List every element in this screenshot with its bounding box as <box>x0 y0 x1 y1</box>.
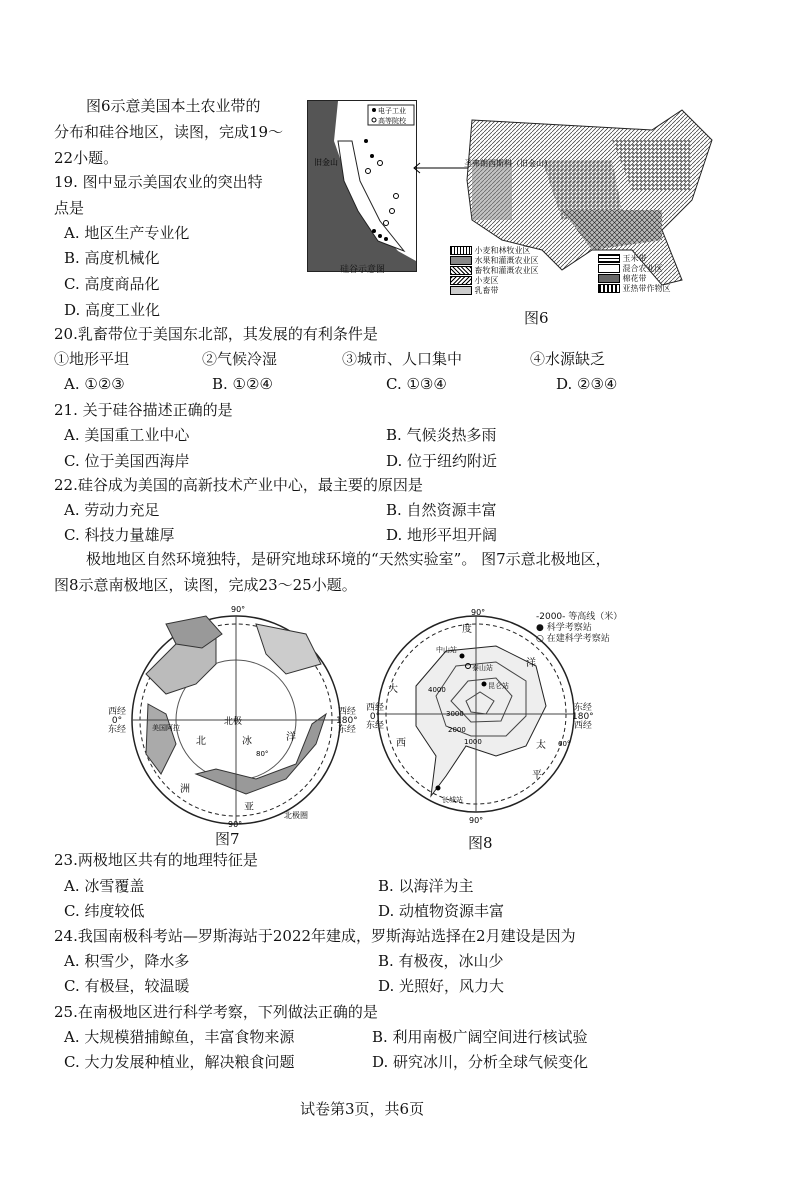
silicon-valley-inset-svg <box>308 101 416 271</box>
q19-option-c[interactable]: C. 高度商品化 <box>64 275 160 293</box>
arctic-asia-1: 亚 <box>244 802 254 813</box>
arctic-map <box>106 604 356 829</box>
fig8-caption: 图8 <box>468 834 493 852</box>
intro-fig6-line1: 图6示意美国本土农业带的 <box>86 97 261 115</box>
legend-livestock-irrigation: 畜牧和灌溉农业区 <box>450 266 539 276</box>
legend-station-building: ○ 在建科学考察站 <box>536 634 610 644</box>
station-zhongshan: 中山站 <box>436 646 457 654</box>
legend-wheat-forestry: 小麦和林牧业区 <box>450 246 531 256</box>
antarctic-ocean-4: 西 <box>396 738 406 749</box>
legend-corn-belt: 玉米带 <box>598 254 647 264</box>
inset-caption: 硅谷示意图 <box>340 265 386 275</box>
q20-condition-3: ③城市、人口集中 <box>342 350 463 368</box>
arctic-ocean-1: 北 <box>196 736 206 747</box>
q22-option-d[interactable]: D. 地形平坦开阔 <box>386 526 498 544</box>
inset-city-label: 旧金山 <box>314 158 338 167</box>
arctic-label-top: 90° <box>231 605 246 614</box>
antarctic-label-right: 东经 180° 西经 <box>572 703 594 731</box>
intro-fig6-line3: 22小题。 <box>54 149 119 167</box>
legend-dairy-belt: 乳畜带 <box>450 286 499 296</box>
q21-option-b[interactable]: B. 气候炎热多雨 <box>386 426 497 444</box>
antarctic-label-bottom: 90° <box>469 816 484 824</box>
antarctic-lat-label: 60° <box>558 740 571 748</box>
q21-option-d[interactable]: D. 位于纽约附近 <box>386 452 498 470</box>
q20-option-c[interactable]: C. ①③④ <box>386 375 447 393</box>
page-footer: 试卷第3页，共6页 <box>300 1100 425 1118</box>
q25-stem: 25.在南极地区进行科学考察，下列做法正确的是 <box>54 1003 378 1021</box>
q24-option-c[interactable]: C. 有极昼，较温暖 <box>64 977 190 995</box>
q25-option-d[interactable]: D. 研究冰川，分析全球气候变化 <box>372 1053 589 1071</box>
q20-stem: 20.乳畜带位于美国东北部，其发展的有利条件是 <box>54 325 378 343</box>
q20-option-d[interactable]: D. ②③④ <box>556 375 618 393</box>
q21-stem: 21. 关于硅谷描述正确的是 <box>54 401 233 419</box>
antarctic-ocean-5: 太 <box>536 740 546 751</box>
q20-condition-4: ④水源缺乏 <box>530 350 606 368</box>
legend-station: ● 科学考察站 <box>536 623 592 633</box>
arctic-circle-label: 北极圈 <box>284 811 308 820</box>
legend-cotton-belt: 棉花带 <box>598 274 647 284</box>
q23-option-a[interactable]: A. 冰雪覆盖 <box>64 877 145 895</box>
antarctic-label-left: 西经 0° 东经 <box>366 703 385 731</box>
q23-option-c[interactable]: C. 纬度较低 <box>64 902 145 920</box>
arctic-label-left: 西经 0° 东经 <box>108 707 127 735</box>
q20-option-a[interactable]: A. ①②③ <box>64 375 125 393</box>
legend-subtropical: 亚热带作物区 <box>598 284 671 294</box>
antarctic-contour-3000: 3000 <box>446 710 464 718</box>
q25-option-b[interactable]: B. 利用南极广阔空间进行核试验 <box>372 1028 588 1046</box>
q23-option-b[interactable]: B. 以海洋为主 <box>378 877 474 895</box>
callout-arrow <box>410 158 470 178</box>
q24-option-d[interactable]: D. 光照好，风力大 <box>378 977 505 995</box>
arctic-ocean-3: 洋 <box>286 732 296 743</box>
q24-option-b[interactable]: B. 有极夜，冰山少 <box>378 952 504 970</box>
antarctic-contour-4000: 4000 <box>428 686 446 694</box>
q20-option-b[interactable]: B. ①②④ <box>212 375 273 393</box>
antarctic-ocean-3: 大 <box>388 684 398 695</box>
intro-fig6-line2: 分布和硅谷地区，读图，完成19～ <box>54 123 284 141</box>
q23-stem: 23.两极地区共有的地理特征是 <box>54 851 258 869</box>
intro-fig78-line1: 极地地区自然环境独特，是研究地球环境的“天然实验室”。 图7示意北极地区， <box>86 550 611 568</box>
arctic-alaska-label: 美国阿拉 <box>152 724 180 732</box>
q20-condition-2: ②气候冷湿 <box>202 350 278 368</box>
arctic-lat-label: 80° <box>256 750 269 758</box>
antarctic-legend <box>536 612 622 645</box>
antarctic-ocean-1: 度 <box>462 624 472 635</box>
legend-contour: -2000- 等高线（米） <box>536 612 623 622</box>
antarctic-ocean-2: 洋 <box>526 658 536 669</box>
fig7-caption: 图7 <box>215 830 240 848</box>
station-changcheng: 长城站 <box>442 796 463 804</box>
antarctic-ocean-6: 平 <box>532 770 542 781</box>
antarctic-contour-2000: 2000 <box>448 726 466 734</box>
fig6-caption: 图6 <box>524 309 549 327</box>
antarctic-label-top: 90° <box>471 608 486 617</box>
q25-option-a[interactable]: A. 大规模猎捕鲸鱼，丰富食物来源 <box>64 1028 295 1046</box>
q19-option-b[interactable]: B. 高度机械化 <box>64 249 160 267</box>
san-francisco-callout: 圣弗朗西斯科（旧金山） <box>464 159 552 168</box>
q24-stem: 24.我国南极科考站—罗斯海站于2022年建成，罗斯海站选择在2月建设是因为 <box>54 927 576 945</box>
q19-option-d[interactable]: D. 高度工业化 <box>64 301 161 319</box>
q22-stem: 22.硅谷成为美国的高新技术产业中心，最主要的原因是 <box>54 476 423 494</box>
q22-option-a[interactable]: A. 劳动力充足 <box>64 501 160 519</box>
arctic-ocean-2: 冰 <box>242 736 252 747</box>
q25-option-c[interactable]: C. 大力发展种植业，解决粮食问题 <box>64 1053 295 1071</box>
q23-option-d[interactable]: D. 动植物资源丰富 <box>378 902 505 920</box>
q22-option-b[interactable]: B. 自然资源丰富 <box>386 501 497 519</box>
q19-option-a[interactable]: A. 地区生产专业化 <box>64 224 190 242</box>
q24-option-a[interactable]: A. 积雪少，降水多 <box>64 952 190 970</box>
q21-option-a[interactable]: A. 美国重工业中心 <box>64 426 190 444</box>
q20-condition-1: ①地形平坦 <box>54 350 130 368</box>
legend-wheat: 小麦区 <box>450 276 499 286</box>
arctic-label-bottom: 90° <box>228 820 243 829</box>
q21-option-c[interactable]: C. 位于美国西海岸 <box>64 452 190 470</box>
arctic-label-right: 西经 180° 东经 <box>336 707 358 735</box>
intro-fig78-line2: 图8示意南极地区，读图，完成23～25小题。 <box>54 576 357 594</box>
station-taishan: 泰山站 <box>472 664 493 672</box>
arctic-asia-2: 洲 <box>180 784 190 795</box>
q19-stem-line1: 19. 图中显示美国农业的突出特 <box>54 173 263 191</box>
inset-legend-electronics: 电子工业 <box>378 107 406 115</box>
silicon-valley-inset-map <box>307 100 417 272</box>
legend-fruit-irrigation: 水果和灌溉农业区 <box>450 256 539 266</box>
antarctic-contour-1000: 1000 <box>464 738 482 746</box>
legend-mixed-farming: 混合农业区 <box>598 264 663 274</box>
arctic-pole-label: 北极 <box>224 717 243 727</box>
q19-stem-line2: 点是 <box>54 199 85 217</box>
q22-option-c[interactable]: C. 科技力量雄厚 <box>64 526 175 544</box>
inset-legend-universities: 高等院校 <box>378 117 406 125</box>
station-kunlun: 昆仑站 <box>488 682 509 690</box>
